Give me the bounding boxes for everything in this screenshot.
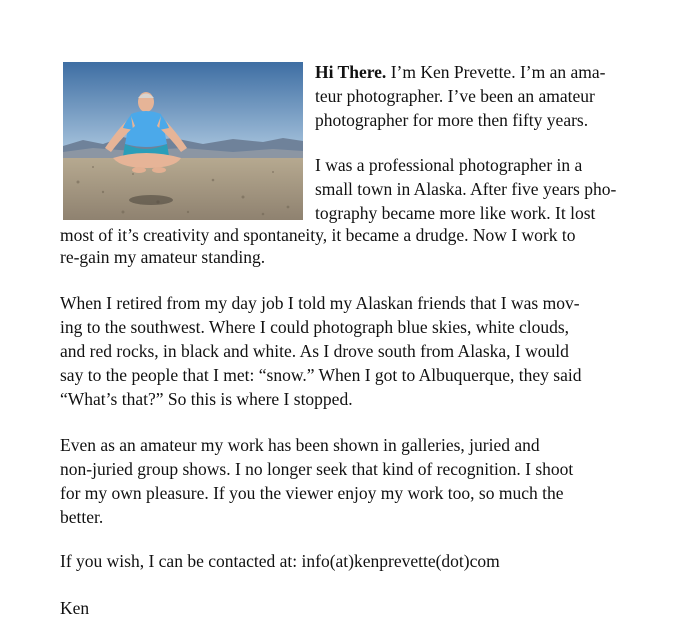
para2-line-4: most of it’s creativity and spontaneity, it became a drudge. Now I work to [60,225,576,245]
para4-line-4: better. [60,507,104,527]
para3-line-4: say to the people that I met: “snow.” When I got to Albuquerque, they said [60,365,582,385]
contact-line: If you wish, I can be contacted at: info(at)kenprevette(dot)com [60,551,500,571]
signature: Ken [60,598,90,618]
para3-line-3: and red rocks, in black and white. As I drove south from Alaska, I would [60,341,569,361]
greeting: Hi There. [315,62,387,82]
para3-line-5: “What’s that?” So this is where I stopped. [60,389,353,409]
intro-line-2: teur photographer. I’ve been an amateur [315,86,595,106]
photographer-levitating-photo [63,62,303,220]
para3-line-2: ing to the southwest. Where I could photograph blue skies, white clouds, [60,317,570,337]
para3-line-1: When I retired from my day job I told my Alaskan friends that I was mov- [60,293,580,313]
para2-line-3: tography became more like work. It lost [315,203,596,223]
para2-line-2: small town in Alaska. After five years pho- [315,179,617,199]
para4-line-2: non-juried group shows. I no longer seek that kind of recognition. I shoot [60,459,574,479]
para2-line-1: I was a professional photographer in a [315,155,583,175]
intro-line-1 [315,60,605,84]
para2-line-5: re-gain my amateur standing. [60,247,266,267]
para4-line-1: Even as an amateur my work has been shown in galleries, juried and [60,435,540,455]
para4-line-3: for my own pleasure. If you the viewer enjoy my work too, so much the [60,483,564,503]
intro-line-3: photographer for more then fifty years. [315,110,589,130]
intro-line-1-rest: I’m Ken Prevette. I’m an ama- [386,62,606,82]
